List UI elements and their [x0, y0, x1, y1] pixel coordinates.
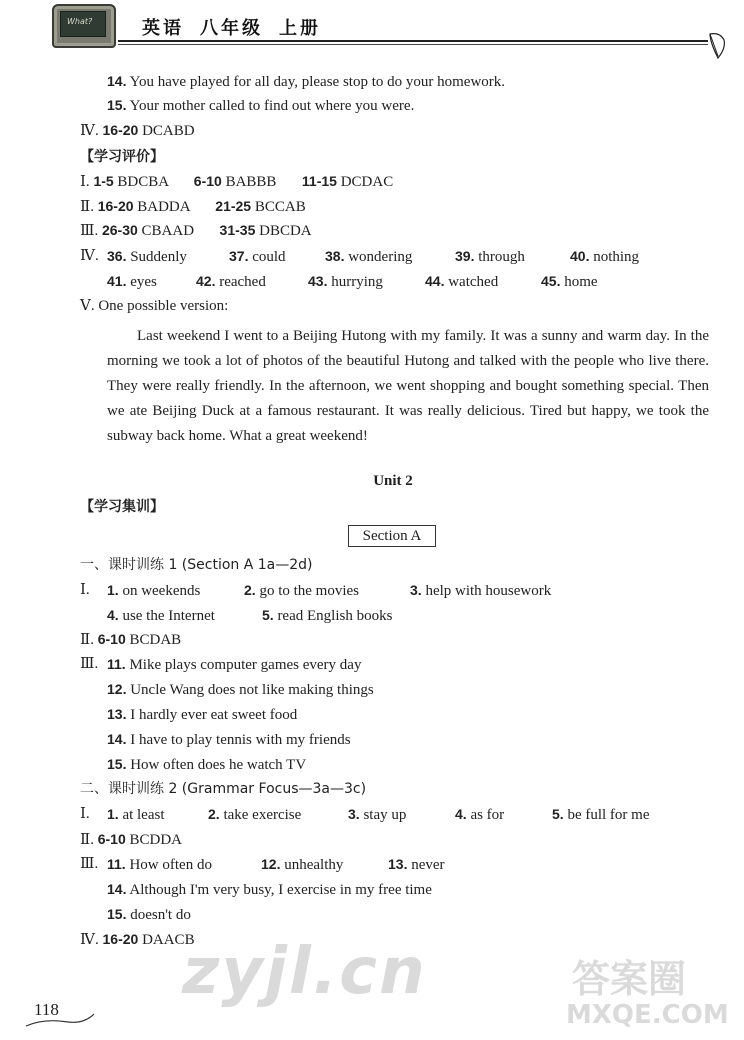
- ks1-row-1-roman: [80, 581, 90, 599]
- pj-row-v: [80, 297, 228, 315]
- roman-numeral: Ⅰ.: [80, 582, 90, 598]
- item-range: 21-25: [215, 198, 252, 214]
- header-rule: [118, 40, 708, 44]
- book-title: [142, 14, 337, 40]
- subject-label: 英语: [142, 18, 184, 39]
- pj-row-2: [80, 197, 306, 216]
- roman-numeral: Ⅲ.: [80, 656, 99, 672]
- item-number: 45.: [541, 273, 561, 289]
- pj-row-4: [80, 247, 99, 265]
- sample-essay: [107, 324, 709, 449]
- answer-text: I hardly ever eat sweet food: [130, 707, 298, 723]
- answer-word: How often do: [129, 857, 212, 873]
- item-range: 11-15: [301, 173, 337, 189]
- roman-numeral: Ⅲ.: [80, 856, 99, 872]
- pj-row-4-item-37: [229, 247, 286, 266]
- answer-text: I have to play tennis with my friends: [130, 732, 351, 748]
- item-number: 15.: [107, 97, 127, 113]
- item-number: 41.: [107, 273, 127, 289]
- item-number: 1.: [107, 806, 119, 822]
- logo-text: What?: [67, 17, 93, 26]
- answer-word: unhealthy: [284, 857, 344, 873]
- answer-word: go to the movies: [259, 583, 360, 599]
- item-range: 16-20: [102, 122, 139, 138]
- roman-numeral: Ⅰ.: [80, 174, 90, 190]
- ks2-item-2: [208, 805, 301, 824]
- pj-row-4-item-39: [455, 247, 525, 266]
- pj-row-1: [80, 172, 393, 191]
- item-number: 11.: [107, 656, 126, 672]
- item-number: 2.: [244, 582, 256, 598]
- answer-text: Mike plays computer games every day: [129, 657, 362, 673]
- answer-text: BADDA: [137, 199, 190, 215]
- ks1-item-4: [107, 606, 215, 625]
- answer-word: through: [478, 249, 525, 265]
- pj-row-5-item-42: [196, 272, 266, 291]
- answer-word: reached: [219, 274, 266, 290]
- item-range: 31-35: [219, 222, 256, 238]
- pj-row-5-item-44: [425, 272, 498, 291]
- answer-word: watched: [448, 274, 499, 290]
- pj-row-5-item-41: [107, 272, 157, 291]
- answer-text: DCABD: [142, 123, 195, 139]
- item-number: 36.: [107, 248, 127, 264]
- ks2-iii-13: [388, 855, 445, 874]
- ks1-item-3: [410, 581, 551, 600]
- roman-numeral: Ⅰ.: [80, 806, 90, 822]
- ks2-row-iv: [80, 930, 195, 949]
- answer-word: hurrying: [331, 274, 383, 290]
- roman-numeral: Ⅳ.: [80, 123, 99, 139]
- answer-text: BCCAB: [254, 199, 306, 215]
- ks1-row-iii-roman: [80, 655, 98, 673]
- answer-text: doesn't do: [130, 907, 191, 923]
- answer-text: DCDAC: [340, 174, 394, 190]
- item-number: 42.: [196, 273, 216, 289]
- item-number: 11.: [107, 856, 126, 872]
- ks1-item-1: [107, 581, 200, 600]
- ks1-row-ii: [80, 630, 181, 649]
- answer-text: DAACB: [142, 932, 195, 948]
- ks2-row-ii: [80, 830, 182, 849]
- roman-numeral: Ⅴ.: [80, 298, 95, 314]
- ks1-iii-11: [107, 655, 361, 674]
- answer-word: never: [411, 857, 445, 873]
- item-number: 3.: [410, 582, 422, 598]
- answer-word: help with housework: [425, 583, 552, 599]
- item-number: 44.: [425, 273, 445, 289]
- page-number: [24, 1000, 96, 1028]
- answer-text: Your mother called to find out where you were.: [129, 98, 415, 114]
- item-number: 2.: [208, 806, 220, 822]
- answer-word: home: [564, 274, 598, 290]
- answer-line-15: [107, 96, 414, 115]
- item-number: 14.: [107, 73, 127, 89]
- item-number: 13.: [107, 706, 127, 722]
- pj-row-5-item-43: [308, 272, 383, 291]
- item-number: 43.: [308, 273, 328, 289]
- answer-text: BCDAB: [129, 632, 182, 648]
- item-number: 38.: [325, 248, 345, 264]
- answer-word: take exercise: [223, 807, 302, 823]
- ks2-item-3: [348, 805, 406, 824]
- essay-text: Last weekend I went to a Beijing Hutong with my family. It was a sunny and warm day. In the morning we took a lot of photos of the beautiful Hutong and talked with the people who live there. They were really friendly. In the afternoon, we went shopping and bought something special. Then we ate Beijing Duck at a famous restaurant. It was really delicious. Tired but happy, we took the subway back home. What a great weekend!: [107, 328, 709, 444]
- page-number-swoosh-icon: [24, 1000, 96, 1028]
- answer-word: wondering: [348, 249, 413, 265]
- answer-text: BDCBA: [117, 174, 169, 190]
- answer-text: One possible version:: [98, 298, 229, 314]
- item-range: 6-10: [97, 831, 126, 847]
- answer-line-14: [107, 72, 505, 91]
- volume-label: 上册: [279, 18, 321, 39]
- answer-text: Although I'm very busy, I exercise in my free time: [129, 882, 432, 898]
- item-number: 12.: [107, 681, 127, 697]
- watermark-corner-bottom: MXQE.COM: [566, 1000, 729, 1030]
- item-range: 1-5: [93, 173, 114, 189]
- section-label-box: Section A: [348, 525, 436, 547]
- item-number: 4.: [455, 806, 467, 822]
- answer-line-iv: [80, 121, 195, 140]
- item-number: 13.: [388, 856, 408, 872]
- ks2-item-1: [107, 805, 165, 824]
- page-number-text: 118: [34, 1000, 59, 1019]
- answer-word: as for: [470, 807, 505, 823]
- answer-text: DBCDA: [259, 223, 312, 239]
- pj-row-3: [80, 221, 312, 240]
- item-range: 6-10: [193, 173, 222, 189]
- ks1-item-5: [262, 606, 392, 625]
- section-heading-xxpj: 【学习评价】: [80, 149, 164, 165]
- section-heading-xxjx: 【学习集训】: [80, 499, 164, 515]
- roman-numeral: Ⅱ.: [80, 632, 94, 648]
- answer-word: on weekends: [122, 583, 201, 599]
- item-range: 26-30: [101, 222, 138, 238]
- ks2-line-15: [107, 905, 191, 924]
- ks1-iii-15: [107, 755, 306, 774]
- answer-word: at least: [122, 807, 165, 823]
- roman-numeral: Ⅱ.: [80, 199, 94, 215]
- item-range: 16-20: [97, 198, 134, 214]
- item-number: 1.: [107, 582, 119, 598]
- pj-row-5-item-45: [541, 272, 598, 291]
- watermark-main: zyjl.cn: [182, 935, 427, 1009]
- lesson-heading-2: 二、课时训练 2 (Grammar Focus—3a—3c): [80, 781, 367, 797]
- answer-word: be full for me: [567, 807, 650, 823]
- ks2-row-iii-roman: [80, 855, 98, 873]
- ks1-iii-13: [107, 705, 297, 724]
- ks2-item-5: [552, 805, 650, 824]
- ks1-iii-12: [107, 680, 374, 699]
- ks2-row-1-roman: [80, 805, 90, 823]
- watermark-corner-top: 答案圈: [572, 957, 687, 1001]
- answer-word: read English books: [277, 608, 393, 624]
- answer-text: BABBB: [225, 174, 277, 190]
- pj-row-4-item-36: [107, 247, 187, 266]
- roman-numeral: Ⅱ.: [80, 832, 94, 848]
- answer-word: Suddenly: [130, 249, 187, 265]
- unit-title: Unit 2: [373, 473, 413, 489]
- ks1-item-2: [244, 581, 359, 600]
- answer-text: Uncle Wang does not like making things: [130, 682, 374, 698]
- item-number: 39.: [455, 248, 475, 264]
- answer-text: CBAAD: [141, 223, 195, 239]
- answer-word: could: [252, 249, 286, 265]
- roman-numeral: Ⅳ.: [80, 932, 99, 948]
- ks2-line-14: [107, 880, 432, 899]
- item-number: 5.: [552, 806, 564, 822]
- roman-numeral: Ⅳ.: [80, 248, 99, 264]
- item-number: 14.: [107, 731, 127, 747]
- pj-row-4-item-40: [570, 247, 639, 266]
- roman-numeral: Ⅲ.: [80, 223, 99, 239]
- answer-word: eyes: [130, 274, 157, 290]
- item-number: 5.: [262, 607, 274, 623]
- item-number: 40.: [570, 248, 590, 264]
- item-number: 3.: [348, 806, 360, 822]
- item-range: 6-10: [97, 631, 126, 647]
- page-header: [0, 0, 744, 70]
- answer-text: You have played for all day, please stop to do your homework.: [129, 74, 506, 90]
- ks2-item-4: [455, 805, 504, 824]
- answer-word: stay up: [363, 807, 407, 823]
- ks2-iii-11: [107, 855, 212, 874]
- pj-row-4-item-38: [325, 247, 412, 266]
- answer-text: How often does he watch TV: [130, 757, 307, 773]
- item-number: 15.: [107, 756, 127, 772]
- ks1-iii-14: [107, 730, 351, 749]
- answer-text: BCDDA: [129, 832, 182, 848]
- item-number: 4.: [107, 607, 119, 623]
- item-number: 37.: [229, 248, 249, 264]
- lesson-heading-1: 一、课时训练 1 (Section A 1a—2d): [80, 557, 313, 573]
- leaf-ornament-icon: [706, 30, 728, 62]
- item-number: 15.: [107, 906, 127, 922]
- item-number: 12.: [261, 856, 281, 872]
- item-number: 14.: [107, 881, 127, 897]
- grade-label: 八年级: [200, 18, 263, 39]
- answer-word: nothing: [593, 249, 640, 265]
- item-range: 16-20: [102, 931, 139, 947]
- answer-word: use the Internet: [122, 608, 215, 624]
- chalkboard-logo-icon: [52, 4, 116, 48]
- ks2-iii-12: [261, 855, 343, 874]
